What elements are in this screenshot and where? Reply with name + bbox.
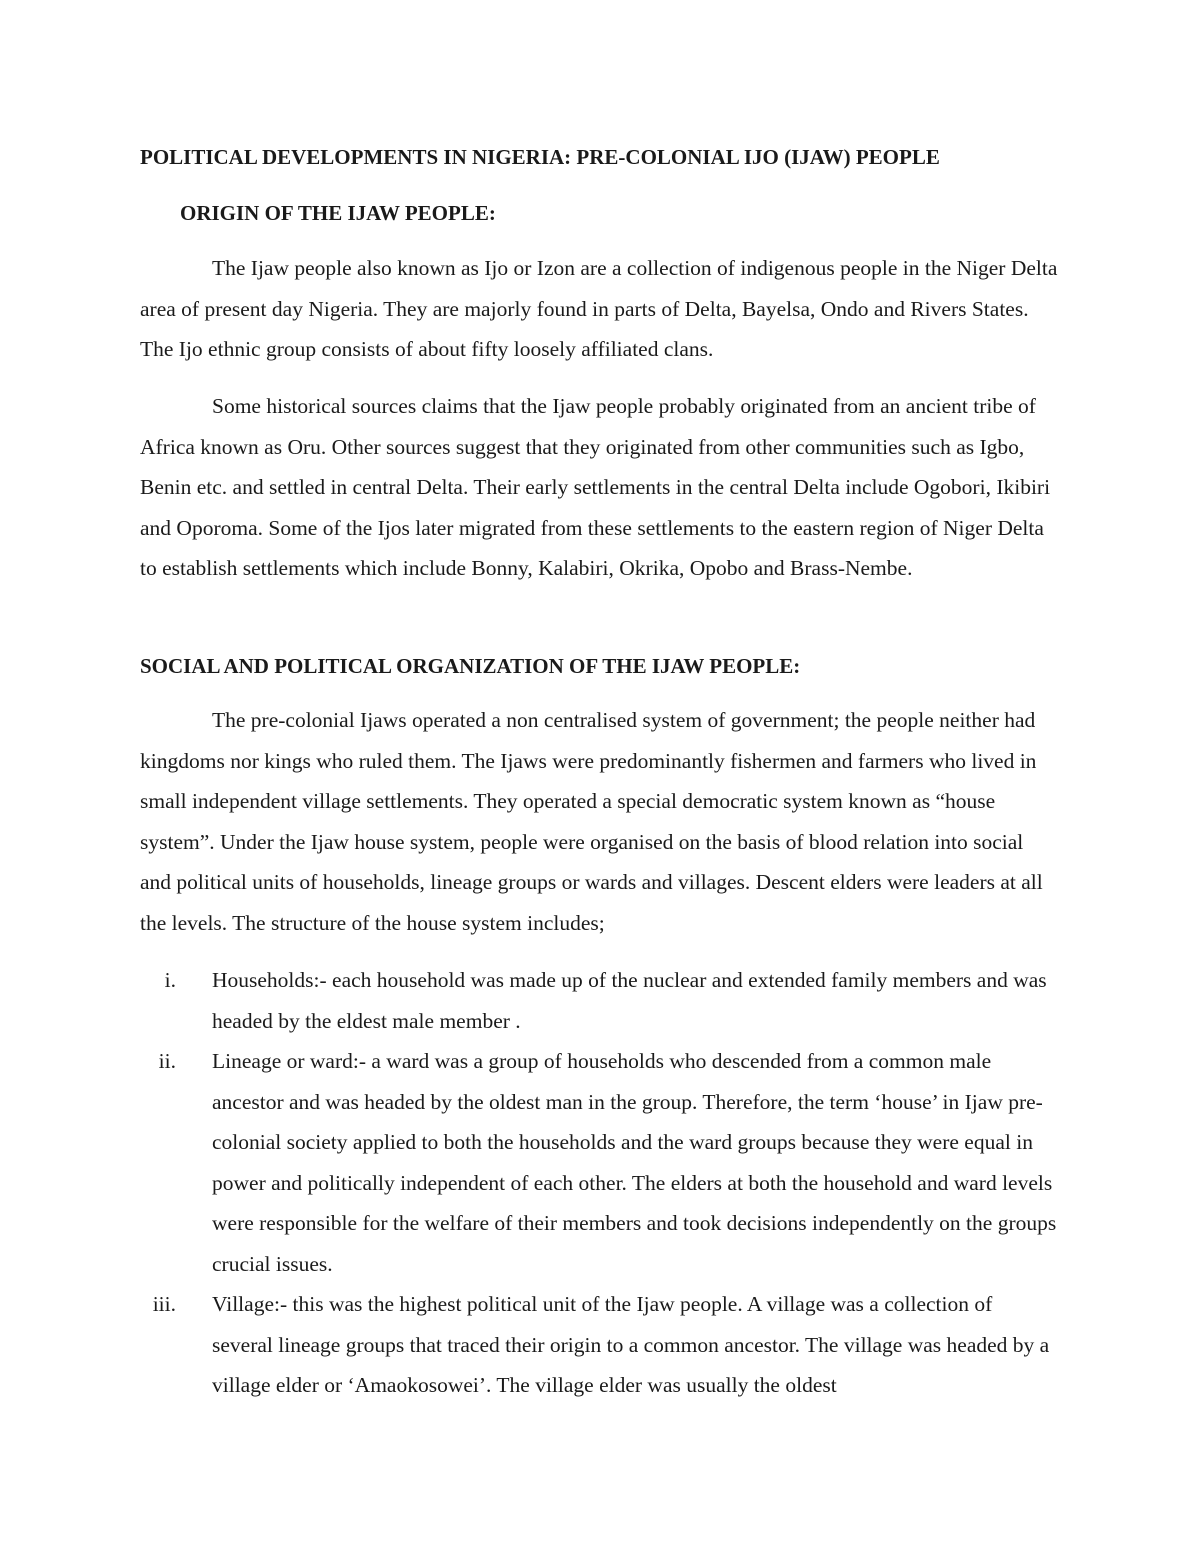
organization-paragraph: The pre-colonial Ijaws operated a non centralised system of government; the people neither had kingdoms nor kings who ruled them. The Ijaws were predominantly fishermen and farmers who lived in small independent village settlements. They operated a special democratic system known as “house system”. Under the Ijaw house system, people were organised on the basis of blood relation into social and political units of households, lineage groups or wards and villages. Descent elders were leaders at all the levels. The structure of the house system includes; (140, 708, 1043, 935)
list-item (140, 1041, 1058, 1284)
document-title: POLITICAL DEVELOPMENTS IN NIGERIA: PRE-COLONIAL IJO (IJAW) PEOPLE (140, 145, 940, 169)
list-item-text: Lineage or ward:- a ward was a group of households who descended from a common male ancestor and was headed by the oldest man in the group. Therefore, the term ‘house’ in Ijaw pre-colonial society applied to both the households and the ward groups because they were equal in power and politically independent of each other. The elders at both the household and ward levels were responsible for the welfare of their members and took decisions independently on the groups crucial issues. (212, 1049, 1057, 1276)
origin-heading: ORIGIN OF THE IJAW PEOPLE: (180, 201, 496, 225)
origin-paragraph-2: Some historical sources claims that the Ijaw people probably originated from an ancient tribe of Africa known as Oru. Other sources suggest that they originated from other communities such as Igbo, Benin etc. and settled in central Delta. Their early settlements in the central Delta include Ogobori, Ikibiri and Oporoma. Some of the Ijos later migrated from these settlements to the eastern region of Niger Delta to establish settlements which include Bonny, Kalabiri, Okrika, Opobo and Brass-Nembe. (140, 394, 1051, 580)
origin-paragraph-1: The Ijaw people also known as Ijo or Izon are a collection of indigenous people in the Niger Delta area of present day Nigeria. They are majorly found in parts of Delta, Bayelsa, Ondo and Rivers States. The Ijo ethnic group consists of about fifty loosely affiliated clans. (140, 256, 1058, 361)
organization-heading: SOCIAL AND POLITICAL ORGANIZATION OF THE IJAW PEOPLE: (140, 654, 801, 678)
list-item-text: Village:- this was the highest political unit of the Ijaw people. A village was a collection of several lineage groups that traced their origin to a common ancestor. The village was headed by a village elder or ‘Amaokosowei’. The village elder was usually the oldest (212, 1292, 1050, 1397)
list-item (140, 960, 1058, 1041)
list-item-number: ii. (158, 1049, 176, 1073)
house-system-list (140, 960, 1058, 1406)
list-item-number: iii. (152, 1292, 176, 1316)
list-item-text: Households:- each household was made up of the nuclear and extended family members and was headed by the eldest male member . (212, 968, 1047, 1033)
list-item-number: i. (164, 968, 176, 992)
list-item (140, 1284, 1058, 1406)
